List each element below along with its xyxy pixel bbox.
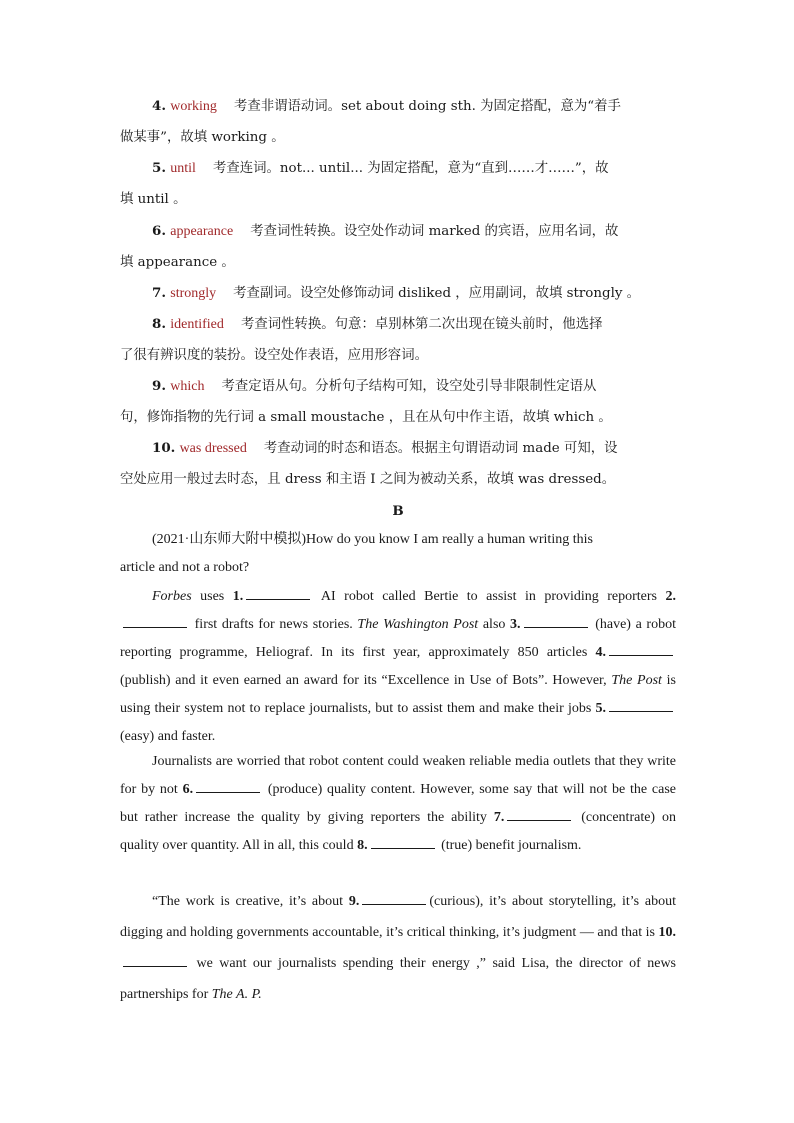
answer-number: 8. xyxy=(152,316,166,332)
passage-text: (have) a robot reporting programme, Heliograf. In its first year, approximately 850 articles xyxy=(120,617,676,660)
passage-text: AI robot called Bertie to assist in providing reporters xyxy=(313,589,666,604)
passage-text: is using their system not to replace journalists, but to assist them and make their jobs xyxy=(120,673,676,716)
publication-name: The A. P. xyxy=(211,987,262,1002)
section-heading: B xyxy=(392,503,404,519)
passage-text: (publish) and it even earned an award for its “Excellence in Use of Bots”. However, xyxy=(120,673,612,688)
passage-paragraph-3 xyxy=(120,886,676,1010)
blank-10[interactable] xyxy=(123,954,187,967)
answer-explanation: 考查连词。not... until... 为固定搭配，意为“直到……才……”，故 xyxy=(212,161,609,176)
passage-text: uses xyxy=(191,589,233,604)
answer-item-6 xyxy=(120,216,676,278)
blank-number: 1. xyxy=(232,589,244,604)
passage-text: (easy) and faster. xyxy=(120,729,216,744)
answer-explanation: 考查动词的时态和语态。根据主句谓语动词 made 可知，设 xyxy=(263,441,618,456)
blank-2[interactable] xyxy=(123,615,187,628)
answer-explanation-cont: 了很有辨识度的装扮。设空处作表语，应用形容词。 xyxy=(120,348,428,363)
blank-9[interactable] xyxy=(362,892,426,905)
answer-number: 10. xyxy=(152,440,176,456)
answer-word: identified xyxy=(170,317,224,332)
answer-item-10 xyxy=(120,433,676,495)
blank-number: 9. xyxy=(348,894,360,909)
passage-paragraph-2 xyxy=(120,748,676,860)
passage-text: “The work is creative, it’s about xyxy=(152,894,349,909)
intro-line-2: article and not a robot? xyxy=(120,560,250,575)
answer-item-4 xyxy=(120,91,676,153)
publication-name: The Post xyxy=(611,673,662,688)
answer-number: 7. xyxy=(152,285,166,301)
blank-number: 2. xyxy=(665,589,676,604)
answer-explanation-cont: 空处应用一般过去时态，且 dress 和主语 I 之间为被动关系，故填 was dressed。 xyxy=(120,472,616,487)
blank-number: 3. xyxy=(510,617,521,632)
blank-number: 7. xyxy=(493,810,505,825)
answer-explanation: 考查非谓语动词。set about doing sth. 为固定搭配，意为“着手 xyxy=(233,99,621,114)
answer-explanation-cont: 做某事”，故填 working 。 xyxy=(120,130,285,145)
passage-text: (produce) quality content. However, some say that will not be the case but rather increase the quality by giving reporters the ability xyxy=(120,782,676,825)
answer-explanation: 考查词性转换。设空处作动词 marked 的宾语，应用名词，故 xyxy=(250,224,619,239)
blank-8[interactable] xyxy=(371,836,435,849)
answer-explanation: 考查副词。设空处修饰动词 disliked ，应用副词，故填 strongly 。 xyxy=(233,286,641,301)
answer-item-7 xyxy=(120,278,676,309)
answer-explanation-cont: 填 appearance 。 xyxy=(120,255,235,270)
passage-text: Journalists are worried that robot content could weaken reliable media outlets that they write for by not xyxy=(120,754,676,797)
answer-item-8 xyxy=(120,309,676,371)
blank-1[interactable] xyxy=(246,587,310,600)
passage-text: we want our journalists spending their energy ,” said Lisa, the director of news partnerships for xyxy=(120,956,676,1002)
answer-item-5 xyxy=(120,153,676,215)
passage-text: first drafts for news stories. xyxy=(190,617,358,632)
answer-word: was dressed xyxy=(179,441,247,456)
answer-number: 5. xyxy=(152,160,166,176)
answer-number: 4. xyxy=(152,98,166,114)
passage-paragraph-1 xyxy=(120,583,676,751)
answer-number: 6. xyxy=(152,223,166,239)
blank-6[interactable] xyxy=(196,780,260,793)
answer-word: appearance xyxy=(170,224,234,239)
blank-number: 6. xyxy=(182,782,194,797)
publication-name: The Washington Post xyxy=(357,617,479,632)
blank-number: 5. xyxy=(595,701,606,716)
blank-number: 10. xyxy=(658,925,676,940)
answer-word: working xyxy=(170,99,217,114)
answer-explanation-cont: 句，修饰指物的先行词 a small moustache ，且在从句中作主语，故填 which 。 xyxy=(120,410,612,425)
blank-7[interactable] xyxy=(507,808,571,821)
answer-explanation-cont: 填 until 。 xyxy=(120,192,187,207)
blank-number: 8. xyxy=(357,838,368,853)
answer-word: which xyxy=(170,379,205,394)
answer-word: strongly xyxy=(170,286,217,301)
blank-number: 4. xyxy=(595,645,606,660)
blank-3[interactable] xyxy=(524,615,588,628)
passage-text: (concentrate) on quality over quantity. All in all, this could xyxy=(120,810,676,853)
answer-word: until xyxy=(170,161,196,176)
passage-text: (curious), it’s about storytelling, it’s about digging and holding governments accountable, it’s critical thinking, it’s judgment — and that is xyxy=(120,894,676,940)
intro-line-1: (2021·山东师大附中模拟)How do you know I am really a human writing this xyxy=(152,532,593,547)
blank-4[interactable] xyxy=(609,643,673,656)
publication-name: Forbes xyxy=(152,589,192,604)
answer-explanation: 考查定语从句。分析句子结构可知，设空处引导非限制性定语从 xyxy=(221,379,597,394)
answer-item-9 xyxy=(120,371,676,433)
blank-5[interactable] xyxy=(609,699,673,712)
section-intro xyxy=(120,526,676,582)
answer-number: 9. xyxy=(152,378,166,394)
passage-text: (true) benefit journalism. xyxy=(437,838,582,853)
passage-text: also xyxy=(478,617,511,632)
answer-explanation: 考查词性转换。句意：卓别林第二次出现在镜头前时，他选择 xyxy=(240,317,603,332)
